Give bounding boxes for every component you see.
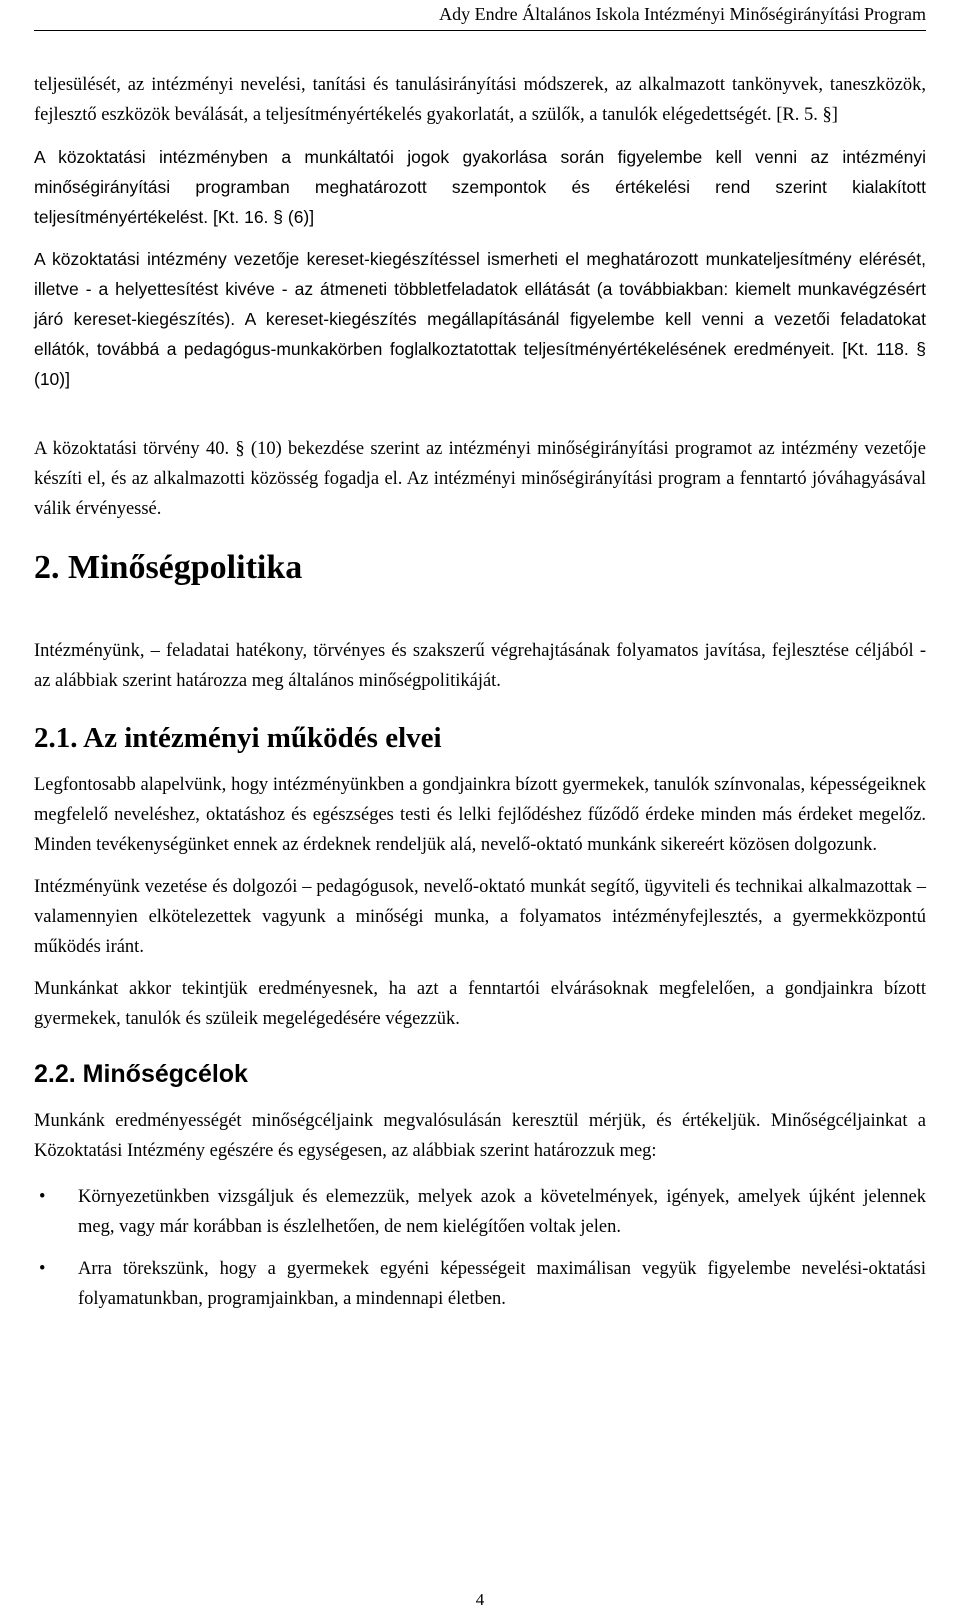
list-item [34,1254,926,1314]
paragraph-salary-supplement: A közoktatási intézmény vezetője kereset-kiegészítéssel ismerheti el meghatározott munkateljesítmény elérését, illetve - a helyettesítést kivéve - az átmeneti többletfeladatok ellátását (a továbbiakban: kiemelt munkavégzésért járó kereset-kiegészítés). A kereset-kiegészítés megállapításánál figyelembe kell venni a vezetői feladatokat ellátók, továbbá a pedagógus-munkakörben foglalkoztatottak teljesítményértékelésének eredményeit. [Kt. 118. § (10)] [34,249,926,389]
section-heading-quality-goals: 2.2. Minőségcélok [34,1060,248,1088]
header-divider [34,30,926,31]
page-number: 4 [475,1590,485,1609]
paragraph-employer-rights: A közoktatási intézményben a munkáltatói jogok gyakorlása során figyelembe kell venni az intézményi minőségirányítási programban meghatározott szempontok és értékelési rend szerint kialakított teljesítményértékelést. [Kt. 16. § (6)] [34,147,926,227]
list-item-text: Arra törekszünk, hogy a gyermekek egyéni képességeit maximálisan vegyük figyelembe nevelési-oktatási folyamatunkban, programjainkban, a mindennapi életben. [78,1259,926,1309]
section-heading-operating-principles: 2.1. Az intézményi működés elvei [34,722,442,754]
document-body [34,70,926,1326]
list-item-text: Környezetünkben vizsgáljuk és elemezzük, melyek azok a követelmények, igények, amelyek újként jelennek meg, vagy már korábban is észlelhetően, de nem kielégítően voltak jelen. [78,1187,926,1237]
section-heading-quality-policy: 2. Minőségpolitika [34,549,303,586]
paragraph-quality-goals-intro: Munkánk eredményességét minőségcéljaink megvalósulásán keresztül mérjük, és értékeljük. Minőségcéljainkat a Közoktatási Intézmény egészére és egységesen, az alábbiak szerint határozzuk meg: [34,1111,926,1161]
paragraph-principle-3: Munkánkat akkor tekintjük eredményesnek, ha azt a fenntartói elvárásoknak megfelelően, a gondjainkra bízott gyermekek, tanulók és szüleik megelégedésére végezzük. [34,979,926,1029]
paragraph-quality-policy-intro: Intézményünk, – feladatai hatékony, törvényes és szakszerű végrehajtásának folyamatos javítása, fejlesztése céljából - az alábbiak szerint határozza meg általános minőségpolitikáját. [34,641,926,691]
quality-goals-list [34,1182,926,1314]
page-header-title: Ady Endre Általános Iskola Intézményi Minőségirányítási Program [439,4,926,24]
paragraph-principle-2: Intézményünk vezetése és dolgozói – pedagógusok, nevelő-oktató munkát segítő, ügyviteli és technikai alkalmazottak – valamennyien elkötelezettek vagyunk a minőségi munka, a folyamatos intézményfejlesztés, a gyermekközpontú működés iránt. [34,877,926,957]
paragraph-principle-1: Legfontosabb alapelvünk, hogy intézményünkben a gondjainkra bízott gyermekek, tanulók színvonalas, képességeiknek megfelelő neveléshez, oktatáshoz és egészséges testi és lelki fejlődéshez fűződő érdeke minden más érdeket megelőz. Minden tevékenységünket ennek az érdeknek rendeljük alá, nevelő-oktató munkánk sikereért közösen dolgozunk. [34,775,926,855]
bullet-icon: • [39,1259,46,1279]
list-item [34,1182,926,1242]
bullet-icon: • [39,1187,46,1207]
paragraph-continuation: teljesülését, az intézményi nevelési, tanítási és tanulásirányítási módszerek, az alkalmazott tankönyvek, taneszközök, fejlesztő eszközök beválását, a teljesítményértékelés gyakorlatát, a szülők, a tanulók elégedettségét. [R. 5. §] [34,75,926,125]
paragraph-law-reference: A közoktatási törvény 40. § (10) bekezdése szerint az intézményi minőségirányítási programot az intézmény vezetője készíti el, és az alkalmazotti közösség fogadja el. Az intézményi minőségirányítási program a fenntartó jóváhagyásával válik érvényessé. [34,439,926,519]
